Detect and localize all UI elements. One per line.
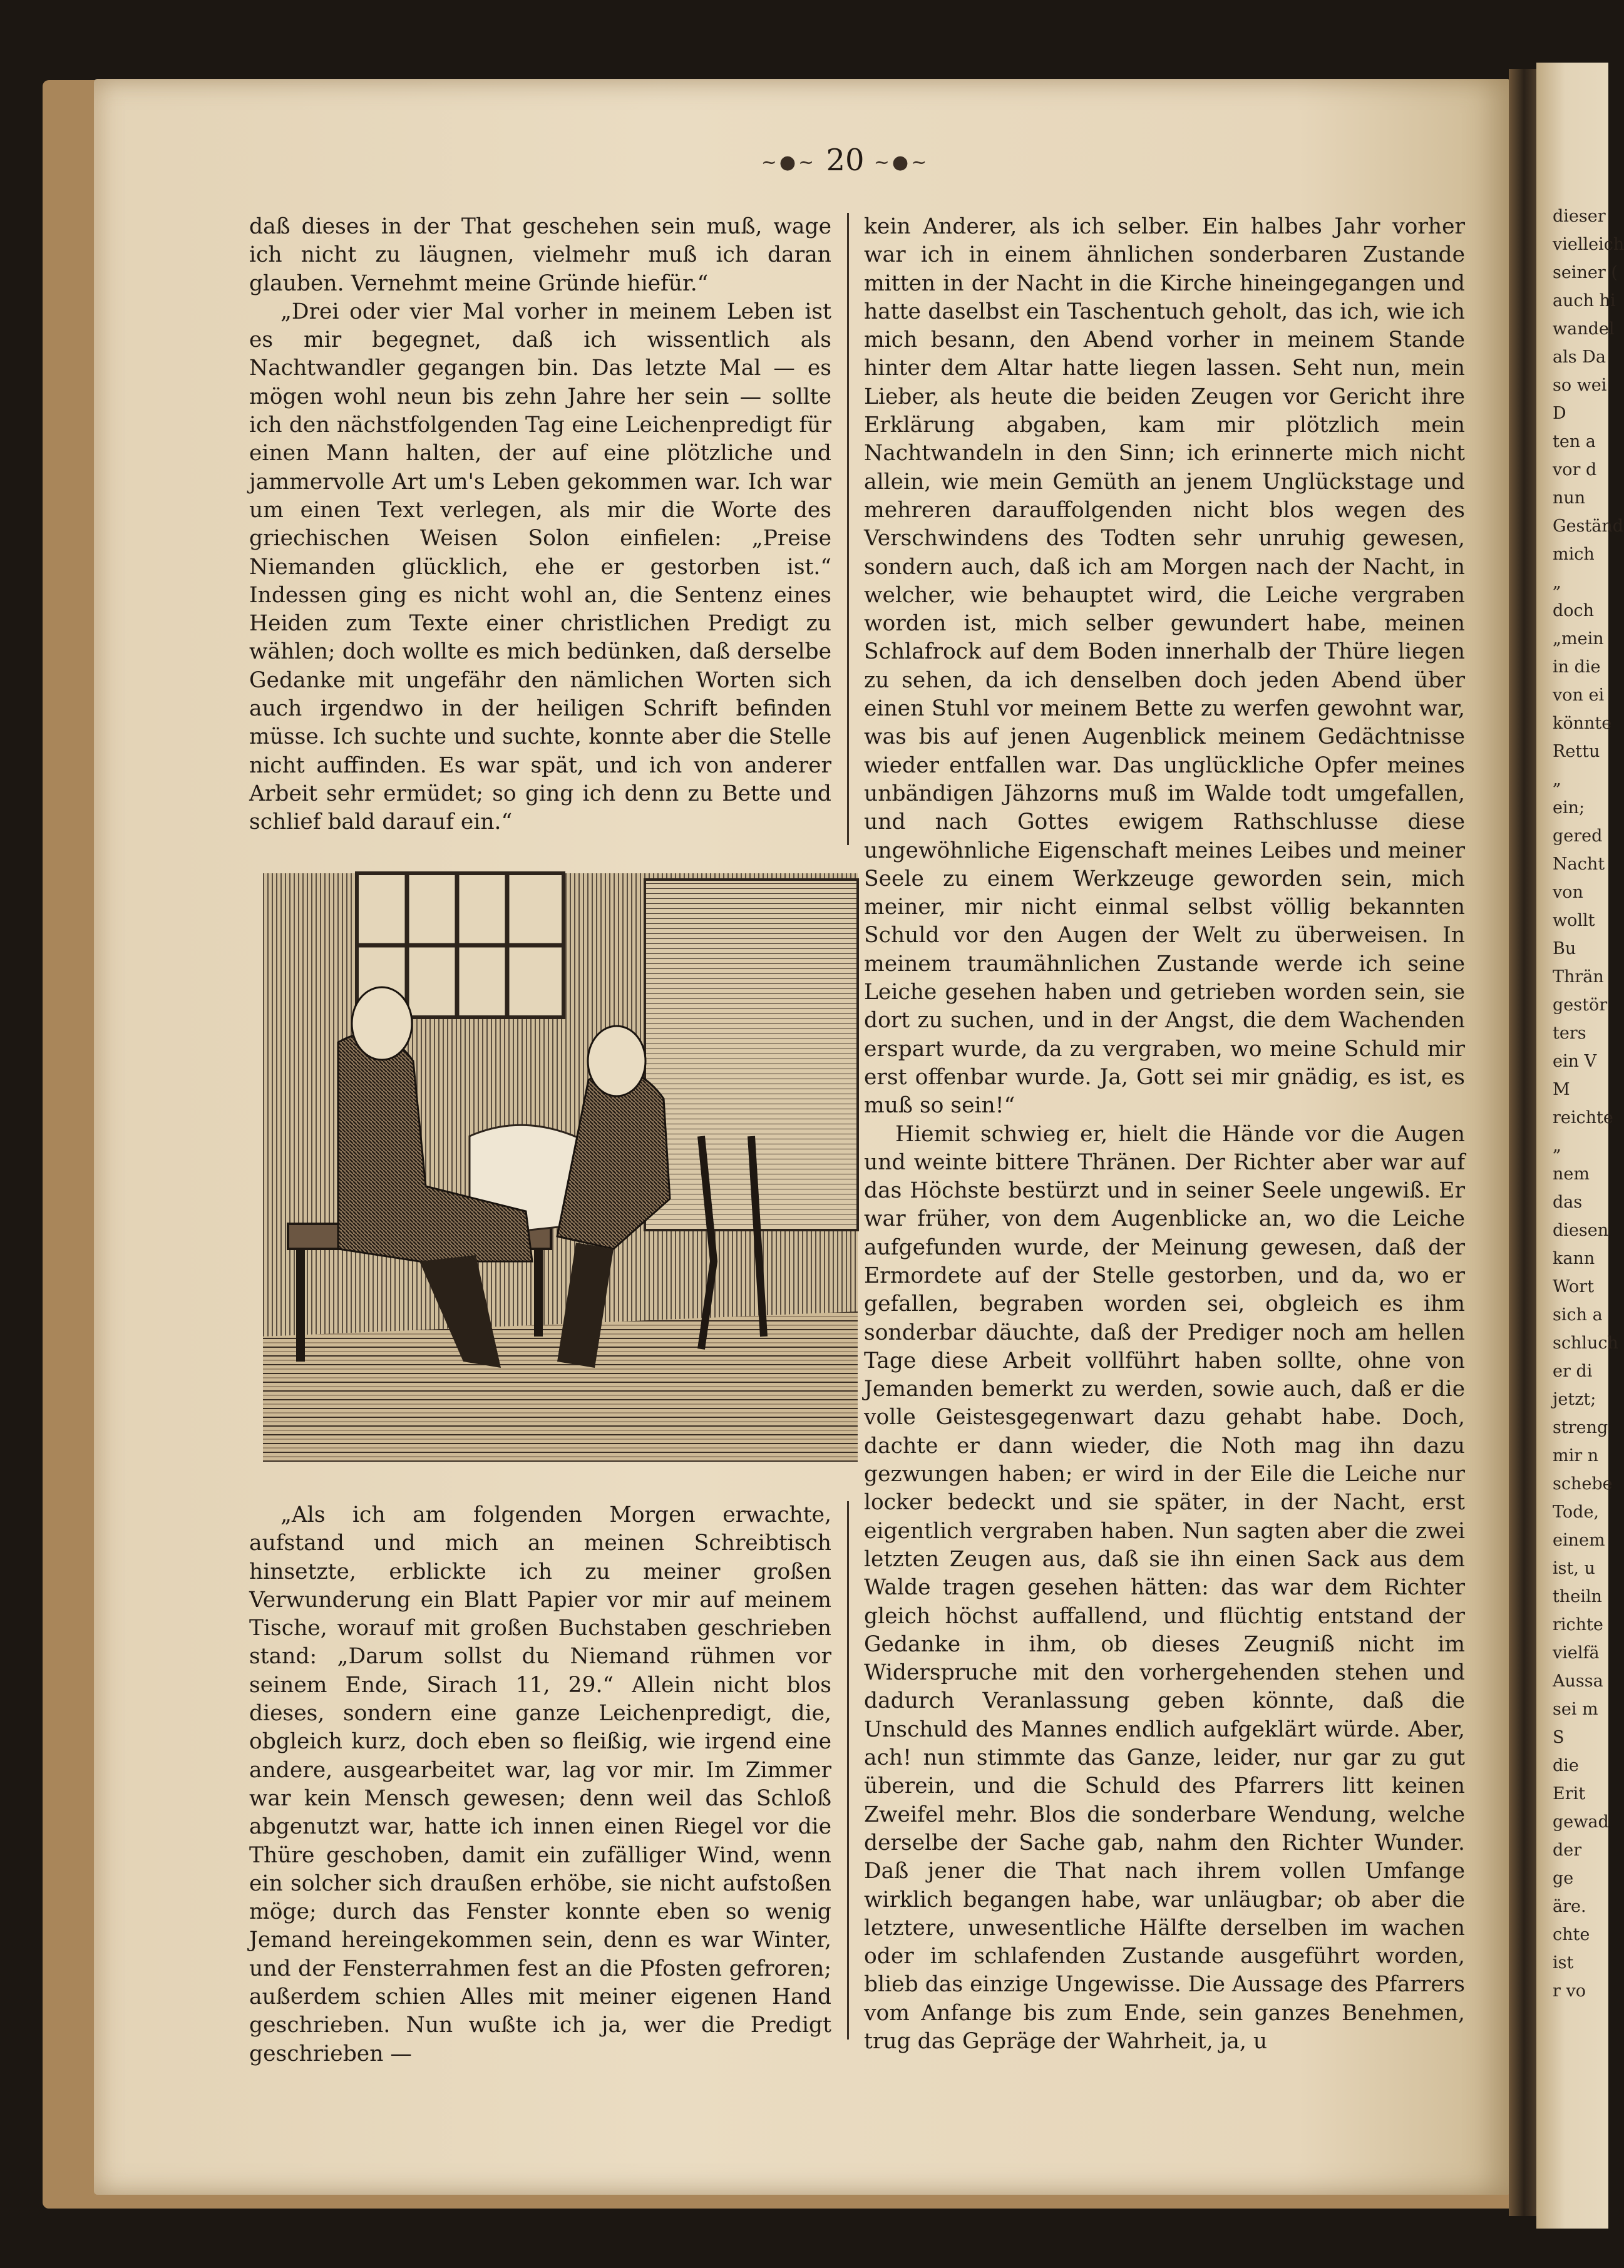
adjacent-page-fragment: dieser — [1553, 207, 1606, 226]
adjacent-page-fragment: streng — [1553, 1418, 1608, 1437]
adjacent-page-fragment: die — [1553, 1756, 1579, 1775]
adjacent-page-fragment: sich a — [1553, 1305, 1603, 1325]
adjacent-page-fragment: M — [1553, 1080, 1570, 1099]
adjacent-page-fragment: vielfä — [1553, 1643, 1600, 1663]
page-header — [751, 143, 939, 178]
adjacent-page-fragment: schluch — [1553, 1333, 1618, 1353]
adjacent-page-fragment: äre. — [1553, 1897, 1586, 1916]
head-right — [588, 1026, 645, 1096]
adjacent-page-fragment: ein V — [1553, 1052, 1597, 1071]
adjacent-page-fragment: er di — [1553, 1362, 1593, 1381]
adjacent-page-fragment: reichte — [1553, 1108, 1613, 1127]
paragraph: „Als ich am folgenden Morgen erwachte, aufstand und mich an meinen Schreibtisch hinsetzte, erblickte ich zu meiner großen Verwunderung ein Blatt Papier vor mir auf meinem Tische, worauf mit großen Buchstaben geschrieben stand: „Darum sollst du Niemand rühmen vor seinem Ende, Sirach 11, 29.“ Allein nicht blos dieses, sondern eine ganze Leichenpredigt, die, obgleich kurz, doch eben so fleißig, wie irgend eine andere, ausgearbeitet war, lag vor mir. Im Zimmer war kein Mensch gewesen; denn weil das Schloß abgenutzt war, hatte ich innen einen Riegel vor die Thüre geschoben, damit ein zufälliger Wind, wenn ein solcher sich draußen erhöbe, sie nicht aufstoßen möge; durch das Fenster konnte eben so wenig Jemand hereingekommen sein, denn es war Winter, und der Fensterrahmen fest an die Pfosten gefroren; außerdem schien Alles mit meiner eigenen Hand geschrieben. Nun wußte ich ja, wer die Predigt geschrieben — — [249, 1502, 831, 2066]
paragraph: „Drei oder vier Mal vorher in meinem Leben ist es mir begegnet, daß ich wissentlich als Nachtwandler gegangen bin. Das letzte Mal — es mögen wohl neun bis zehn Jahre her sein — sollte ich den nächstfolgenden Tag eine Leichenpredigt für einen Mann halten, der auf eine plötzliche und jammervolle Art um's Leben gekommen war. Ich war um einen Text verlegen, als mir die Worte des griechischen Weisen Solon einfielen: „Preise Niemanden glücklich, ehe er gestorben ist.“ Indessen ging es nicht wohl an, die Sentenz eines Heiden zum Texte einer christlichen Predigt zu wählen; doch wollte es mich bedünken, daß derselbe Gedanke mit ungefähr den nämlichen Worten sich auch irgendwo in der heiligen Schrift befinden müsse. Ich suchte und suchte, konnte aber die Stelle nicht auffinden. Es war spät, und ich von anderer Arbeit sehr ermüdet; so ging ich denn zu Bette und schlief bald darauf ein.“ — [249, 299, 831, 835]
adjacent-page-fragment: Wort — [1553, 1277, 1594, 1296]
adjacent-page-fragment: Rettu — [1553, 742, 1600, 761]
adjacent-page-fragment: das — [1553, 1193, 1583, 1212]
right-column — [864, 213, 1465, 2056]
adjacent-page-fragment: sei m — [1553, 1700, 1598, 1719]
adjacent-page-fragment: in die — [1553, 657, 1601, 677]
adjacent-page-fragment: ters — [1553, 1024, 1586, 1043]
adjacent-page-fragment: S — [1553, 1728, 1565, 1747]
adjacent-page-fragment: seiner ( — [1553, 263, 1618, 282]
adjacent-page-fragment: r vo — [1553, 1981, 1586, 2001]
paragraph: Hiemit schwieg er, hielt die Hände vor die Augen und weinte bittere Thränen. Der Richter aber war auf das Höchste bestürzt und in seiner Seele ungewiß. Er war früher, von dem Augenblicke an, wo die Leiche aufgefunden wurde, der Meinung gewesen, daß der Ermordete auf der Stelle gestorben, und da, wo er gefallen, begraben worden sei, obgleich es ihm sonderbar däuchte, daß der Prediger noch am hellen Tage diese Arbeit vollführt haben sollte, ohne von Jemanden bemerkt zu werden, sowie auch, daß er die volle Geistesgegenwart dazu gehabt habe. Doch, dachte er dann wieder, die Noth mag ihn dazu gezwungen haben; er wird in der Eile die Leiche nur locker bedeckt und sie später, in der Nacht, erst eigentlich vergraben haben. Nun sagten aber die zwei letzten Zeugen aus, daß sie ihn einen Sack aus dem Walde tragen gesehen hätten: das war dem Richter gleich höchst auffallend, und flüchtig entstand der Gedanke in ihm, ob dieses Zeugniß nicht im Widerspruche mit den vorhergehenden stehen und dadurch Veranlassung geben könnte, daß die Unschuld des Mannes endlich aufgeklärt würde. Aber, ach! nun stimmte das Ganze, leider, nur gar zu gut überein, und die Schuld des Pfarrers litt keinen Zweifel mehr. Blos die sonderbare Wendung, welche derselbe der Sache gab, nahm den Richter Wunder. Daß jener die That nach ihrem vollen Umfange wirklich begangen habe, war unläugbar; ob aber die letztere, unwesentliche Hälfte derselben im wachen oder im schlafenden Zustande ausgeführt worden, blieb das einzige Ungewisse. Die Aussage des Pfarrers vom Anfange bis zum Ende, sein ganzes Benehmen, trug das Gepräge der Wahrheit, ja, u — [864, 1121, 1465, 2054]
adjacent-page-fragment: doch — [1553, 601, 1595, 620]
adjacent-page-fragment: Aussa — [1553, 1671, 1603, 1691]
adjacent-page-fragment: so wei — [1553, 376, 1607, 395]
column-rule-top — [847, 213, 849, 845]
page-number: 20 — [826, 143, 865, 178]
left-column-top — [249, 213, 831, 837]
adjacent-page-fragment: von — [1553, 883, 1583, 902]
adjacent-page-fragment: chte — [1553, 1925, 1590, 1944]
adjacent-page-fragment: „mein — [1553, 629, 1604, 649]
adjacent-page-fragment: nun — [1553, 488, 1586, 508]
adjacent-page-fragment: richte — [1553, 1615, 1603, 1634]
adjacent-page-fragment: ten a — [1553, 432, 1596, 451]
adjacent-page-fragment: vor d — [1553, 460, 1597, 480]
adjacent-page-fragment: theiln — [1553, 1587, 1602, 1606]
wooden-floor — [263, 1311, 858, 1462]
adjacent-page — [1536, 63, 1624, 2229]
adjacent-page-fragment: einem — [1553, 1531, 1605, 1550]
adjacent-page-fragment: ge — [1553, 1869, 1574, 1888]
adjacent-page-fragment: wandel — [1553, 319, 1615, 339]
left-column-bottom — [249, 1501, 831, 2068]
head-left — [352, 987, 412, 1060]
paragraph: kein Anderer, als ich selber. Ein halbes Jahr vorher war ich in einem ähnlichen sonderbaren Zustande mitten in der Nacht in die Kirche hineingegangen und hatte daselbst ein Taschentuch geholt, das ich, wie ich mich besann, den Abend vorher in meinem Stande hinter dem Altar hatte liegen lassen. Seht nun, mein Lieber, als heute die beiden Zeugen vor Gericht ihre Erklärung abgaben, kam mir plötzlich mein Nachtwandeln in den Sinn; ich erinnerte mich nicht allein, wie mein Gemüth an jenem Unglückstage und mehreren darauffolgenden nicht blos wegen des Verschwindens des Todten sehr unruhig gewesen, sondern auch, daß ich am Morgen nach der Nacht, in welcher, wie behauptet wird, die Leiche vergraben worden ist, mich selber gewundert habe, meinen Schlafrock auf dem Boden innerhalb der Thüre liegen zu sehen, da ich denselben doch jeden Abend über einen Stuhl vor meinem Bette zu werfen gewohnt war, was bis auf jenen Augenblick meinem Gedächtnisse wieder entfallen war. Das unglückliche Opfer meines unbändigen Jähzorns muß im Walde todt umgefallen, und nach Gottes ewigem Rathschlusse diese ungewöhnliche Eigenschaft meines Leibes und meiner Seele zu einem Werkzeuge geworden sein, mich meiner, mir nicht einmal selbst völlig bekannten Schuld vor den Augen der Welt zu überweisen. In meinem traumähnlichen Zustande werde ich seine Leiche gesehen haben und getrieben worden sein, sie dort zu suchen, und in der Angst, die dem Wachenden erspart wurde, da zu vergraben, wo meine Schuld mir erst offenbar wurde. Ja, Gott sei mir gnädig, es ist, es muß so sein!“ — [864, 214, 1465, 1119]
adjacent-page-fragment: „ — [1553, 1136, 1561, 1156]
adjacent-page-fragment: mir n — [1553, 1446, 1599, 1465]
adjacent-page-fragment: Erit — [1553, 1784, 1586, 1804]
engraving-illustration — [263, 873, 858, 1462]
adjacent-page-fragment: „ — [1553, 573, 1561, 592]
adjacent-page-fragment: von ei — [1553, 685, 1605, 705]
header-ornament-left: ~●~ — [761, 151, 817, 173]
adjacent-page-fragment: kann — [1553, 1249, 1595, 1268]
adjacent-page-fragment: wollt — [1553, 911, 1595, 930]
adjacent-page-fragment: nem — [1553, 1164, 1590, 1184]
adjacent-page-fragment: gered — [1553, 826, 1603, 846]
adjacent-page-fragment: gewad — [1553, 1812, 1609, 1832]
adjacent-page-fragment: ein; — [1553, 798, 1585, 818]
adjacent-page-fragment: diesen — [1553, 1221, 1609, 1240]
adjacent-page-fragment: ist, u — [1553, 1559, 1595, 1578]
adjacent-page-fragment: Nacht — [1553, 854, 1605, 874]
paragraph: daß dieses in der That geschehen sein muß, wage ich nicht zu läugnen, vielmehr muß ich daran glauben. Vernehmt meine Gründe hiefür.“ — [249, 214, 831, 296]
adjacent-page-fragment: auch hi — [1553, 291, 1616, 310]
adjacent-page-fragment: gestör — [1553, 995, 1608, 1015]
adjacent-page-fragment: könnte — [1553, 714, 1612, 733]
book-gutter — [1509, 69, 1536, 2216]
adjacent-page-fragment: als Da — [1553, 347, 1606, 367]
adjacent-page-fragment: Geständ — [1553, 516, 1624, 536]
adjacent-page-fragment: D — [1553, 404, 1566, 423]
adjacent-page-fragment: mich — [1553, 545, 1595, 564]
adjacent-page-fragment: Bu — [1553, 939, 1576, 958]
header-ornament-right: ~●~ — [873, 151, 930, 173]
adjacent-page-fragment: „ — [1553, 770, 1561, 789]
adjacent-page-fragment: Thrän — [1553, 967, 1604, 987]
adjacent-page-fragment: ist — [1553, 1953, 1574, 1973]
column-rule-bottom — [847, 1501, 849, 2040]
adjacent-page-fragment: vielleich — [1553, 235, 1624, 254]
engraving-two-men-in-cell — [263, 873, 858, 1462]
adjacent-page-fragment: Tode, — [1553, 1502, 1600, 1522]
adjacent-page-fragment: schebe — [1553, 1474, 1613, 1494]
adjacent-page-fragment: der — [1553, 1840, 1582, 1860]
adjacent-page-fragment: jetzt; — [1553, 1390, 1596, 1409]
